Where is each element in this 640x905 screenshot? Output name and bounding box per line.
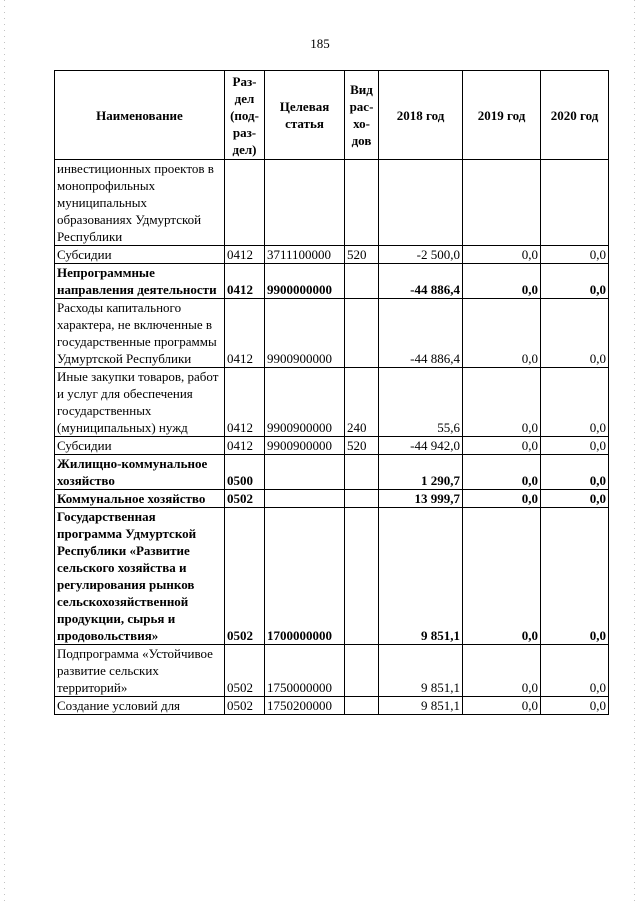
- table-row: [55, 299, 609, 368]
- page-number: 185: [310, 36, 330, 51]
- cell-2019: 0,0: [463, 455, 541, 490]
- cell-2018: 9 851,1: [379, 697, 463, 715]
- table-row: [55, 368, 609, 437]
- cell-type: [345, 508, 379, 645]
- cell-section: 0500: [225, 455, 265, 490]
- cell-2018: 13 999,7: [379, 490, 463, 508]
- cell-section: 0412: [225, 368, 265, 437]
- cell-2018: -2 500,0: [379, 246, 463, 264]
- cell-2020: 0,0: [541, 368, 609, 437]
- cell-section: 0502: [225, 490, 265, 508]
- cell-name: Субсидии: [55, 246, 225, 264]
- cell-2019: 0,0: [463, 645, 541, 697]
- cell-2019: 0,0: [463, 264, 541, 299]
- cell-2019: 0,0: [463, 368, 541, 437]
- table-body: [55, 160, 609, 715]
- cell-target: 9900900000: [265, 299, 345, 368]
- header-target: Целевая статья: [265, 71, 345, 160]
- cell-type: 520: [345, 437, 379, 455]
- cell-target: [265, 160, 345, 246]
- cell-name: Субсидии: [55, 437, 225, 455]
- cell-type: [345, 490, 379, 508]
- cell-2018: 1 290,7: [379, 455, 463, 490]
- cell-section: 0502: [225, 645, 265, 697]
- cell-name: инвестиционных проектов в монопрофильных муниципальных образованиях Удмуртской Республики: [55, 160, 225, 246]
- cell-type: [345, 299, 379, 368]
- cell-2019: 0,0: [463, 437, 541, 455]
- cell-2020: 0,0: [541, 264, 609, 299]
- cell-name: Создание условий для: [55, 697, 225, 715]
- cell-target: [265, 455, 345, 490]
- table-row: [55, 264, 609, 299]
- cell-2018: -44 942,0: [379, 437, 463, 455]
- cell-2020: 0,0: [541, 246, 609, 264]
- cell-name: Расходы капитального характера, не включенные в государственные программы Удмуртской Республики: [55, 299, 225, 368]
- cell-2019: 0,0: [463, 246, 541, 264]
- cell-2020: 0,0: [541, 299, 609, 368]
- header-type: Вид рас- хо- дов: [345, 71, 379, 160]
- cell-target: 1700000000: [265, 508, 345, 645]
- cell-target: [265, 490, 345, 508]
- cell-2020: [541, 160, 609, 246]
- cell-type: 240: [345, 368, 379, 437]
- cell-section: 0412: [225, 246, 265, 264]
- cell-section: 0412: [225, 264, 265, 299]
- cell-type: [345, 645, 379, 697]
- cell-2020: 0,0: [541, 645, 609, 697]
- cell-type: 520: [345, 246, 379, 264]
- header-2019: 2019 год: [463, 71, 541, 160]
- cell-2020: 0,0: [541, 697, 609, 715]
- cell-2018: -44 886,4: [379, 264, 463, 299]
- table-row: [55, 160, 609, 246]
- cell-2020: 0,0: [541, 437, 609, 455]
- right-margin-dots: [634, 0, 635, 905]
- cell-section: 0502: [225, 508, 265, 645]
- cell-type: [345, 455, 379, 490]
- left-margin-dots: [4, 0, 5, 905]
- cell-target: 3711100000: [265, 246, 345, 264]
- cell-name: Подпрограмма «Устойчивое развитие сельских территорий»: [55, 645, 225, 697]
- cell-section: 0412: [225, 299, 265, 368]
- table-row: [55, 697, 609, 715]
- cell-2020: 0,0: [541, 455, 609, 490]
- cell-name: Государственная программа Удмуртской Республики «Развитие сельского хозяйства и регулирования рынков сельскохозяйственной продукции, сырья и продовольствия»: [55, 508, 225, 645]
- cell-target: 9900000000: [265, 264, 345, 299]
- table-row: [55, 490, 609, 508]
- cell-2020: 0,0: [541, 508, 609, 645]
- header-section: Раз- дел (под- раз- дел): [225, 71, 265, 160]
- cell-target: 9900900000: [265, 368, 345, 437]
- cell-type: [345, 264, 379, 299]
- cell-2019: 0,0: [463, 697, 541, 715]
- cell-2018: 9 851,1: [379, 508, 463, 645]
- header-2020: 2020 год: [541, 71, 609, 160]
- cell-target: 9900900000: [265, 437, 345, 455]
- table-row: [55, 437, 609, 455]
- cell-name: Иные закупки товаров, работ и услуг для обеспечения государственных (муниципальных) нужд: [55, 368, 225, 437]
- cell-target: 1750200000: [265, 697, 345, 715]
- table-row: [55, 508, 609, 645]
- budget-table: [54, 70, 609, 715]
- cell-2018: [379, 160, 463, 246]
- cell-name: Коммунальное хозяйство: [55, 490, 225, 508]
- cell-2018: 55,6: [379, 368, 463, 437]
- cell-section: 0502: [225, 697, 265, 715]
- table-header-row: [55, 71, 609, 160]
- cell-2018: -44 886,4: [379, 299, 463, 368]
- cell-2019: 0,0: [463, 508, 541, 645]
- table-row: [55, 455, 609, 490]
- cell-2018: 9 851,1: [379, 645, 463, 697]
- cell-name: Жилищно-коммунальное хозяйство: [55, 455, 225, 490]
- cell-section: 0412: [225, 437, 265, 455]
- table-row: [55, 246, 609, 264]
- cell-section: [225, 160, 265, 246]
- header-name: Наименование: [55, 71, 225, 160]
- header-2018: 2018 год: [379, 71, 463, 160]
- cell-type: [345, 160, 379, 246]
- table-row: [55, 645, 609, 697]
- cell-type: [345, 697, 379, 715]
- cell-2019: [463, 160, 541, 246]
- cell-name: Непрограммные направления деятельности: [55, 264, 225, 299]
- cell-2019: 0,0: [463, 299, 541, 368]
- cell-2019: 0,0: [463, 490, 541, 508]
- cell-target: 1750000000: [265, 645, 345, 697]
- cell-2020: 0,0: [541, 490, 609, 508]
